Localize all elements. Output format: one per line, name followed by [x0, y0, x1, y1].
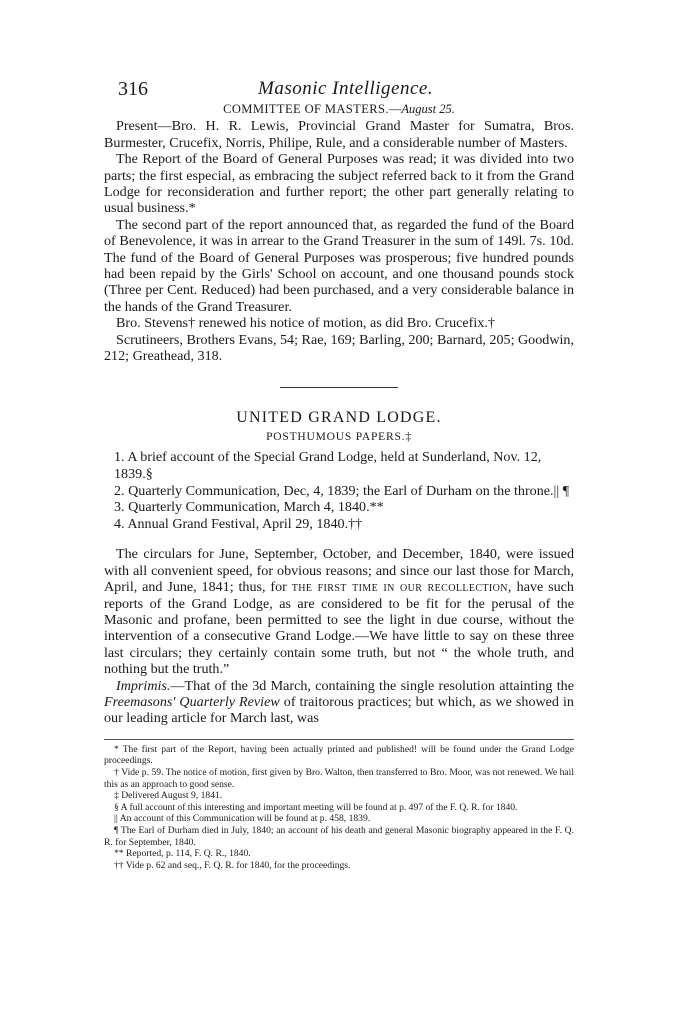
footnote: †† Vide p. 62 and seq., F. Q. R. for 1840, for the proceedings. — [114, 859, 351, 871]
list-item: 4. Annual Grand Festival, April 29, 1840.†† — [114, 515, 363, 532]
circulars-small-caps: the first time in our recollection, — [291, 579, 512, 596]
circulars-text-b: have such reports of the Grand Lodge, as are considered to be fit for the perusal of the Masonic and profane, been permitted to see the light in due course, without the intervention of a consecutive Grand Lodge.—We have little to say on these three last circulars; they certainly contain some truth, but not “ the whole truth, and nothing but the truth.” — [104, 579, 574, 678]
circulars-text-a: The circulars for June, September, October, and December, 1840, were issued with all convenient speed, for obvious reasons; and since our last those for March, April, and June, 1841; thus, for — [104, 546, 574, 596]
committee-title: COMMITTEE OF MASTERS. — [223, 102, 389, 116]
committee-date: August 25. — [401, 102, 455, 116]
imprimis-label: Imprimis. — [116, 677, 171, 694]
running-title: Masonic Intelligence. — [258, 78, 434, 99]
footnote: || An account of this Communication will be found at p. 458, 1839. — [114, 813, 371, 825]
footnote: ** Reported, p. 114, F. Q. R., 1840. — [114, 848, 251, 860]
footnote: ¶ The Earl of Durham died in July, 1840; an account of his death and general Masonic biography appeared in the F. Q. R. for September, 1840. — [104, 824, 574, 848]
paragraph-present: Present—Bro. H. R. Lewis, Provincial Grand Master for Sumatra, Bros. Burmester, Crucefix, Norris, Philipe, Rule, and a considerable number of Masters. — [104, 118, 574, 151]
footnote-rule — [104, 739, 574, 740]
section-divider — [280, 387, 398, 388]
paragraph-second-part: The second part of the report announced that, as regarded the fund of the Board of Benevolence, it was in arrear to the Grand Treasurer in the sum of 149l. 7s. 10d. The fund of the Board of General Purposes was prosperous; five hundred pounds had been repaid by the Girls' School on account, and one thousand pounds stock (Three per Cent. Reduced) had been purchased, and a very considerable balance in the hands of the Grand Treasurer. — [104, 216, 574, 315]
review-title: Freemasons' Quarterly Review — [104, 693, 280, 710]
paragraph-report: The Report of the Board of General Purposes was read; it was divided into two parts; the first especial, as embracing the subject referred back to it from the Grand Lodge for reconsideration and further report; the other part generally relating to usual business.* — [104, 151, 574, 217]
footnote: † Vide p. 59. The notice of motion, first given by Bro. Walton, then transferred to Bro. Moor, was not renewed. We hail this as an approach to good sense. — [104, 766, 574, 790]
footnote: ‡ Delivered August 9, 1841. — [114, 790, 223, 802]
page-number: 316 — [118, 78, 148, 100]
paragraph-imprimis — [104, 678, 574, 727]
section-subtitle: POSTHUMOUS PAPERS.‡ — [266, 430, 412, 443]
imprimis-text-a: —That of the 3d March, containing the single resolution attainting the — [170, 677, 574, 694]
footnote: * The first part of the Report, having been actually printed and published! will be found under the Grand Lodge proceedings. — [104, 743, 574, 767]
page-body — [104, 101, 574, 871]
paragraph-motion: Bro. Stevens† renewed his notice of motion, as did Bro. Crucefix.† — [116, 315, 495, 332]
list-item: 2. Quarterly Communication, Dec, 4, 1839; the Earl of Durham on the throne.|| ¶ — [114, 482, 570, 499]
footnote: § A full account of this interesting and important meeting will be found at p. 497 of the F. Q. R. for 1840. — [114, 801, 518, 813]
paragraph-scrutineers: Scrutineers, Brothers Evans, 54; Rae, 169; Barling, 200; Barnard, 205; Goodwin, 212; Greathead, 318. — [104, 331, 574, 365]
section-title: UNITED GRAND LODGE. — [236, 408, 442, 426]
posthumous-papers-list — [104, 449, 574, 532]
paragraph-circulars — [104, 546, 574, 677]
imprimis-text-b: of traitorous practices; but which, as we showed in our leading article for March last, was — [104, 693, 574, 727]
list-item: 3. Quarterly Communication, March 4, 1840.** — [114, 499, 384, 516]
list-item: 1. A brief account of the Special Grand Lodge, held at Sunderland, Nov. 12, 1839.§ — [114, 449, 542, 482]
committee-heading: COMMITTEE OF MASTERS.—August 25. — [223, 102, 455, 116]
footnotes — [104, 744, 574, 872]
